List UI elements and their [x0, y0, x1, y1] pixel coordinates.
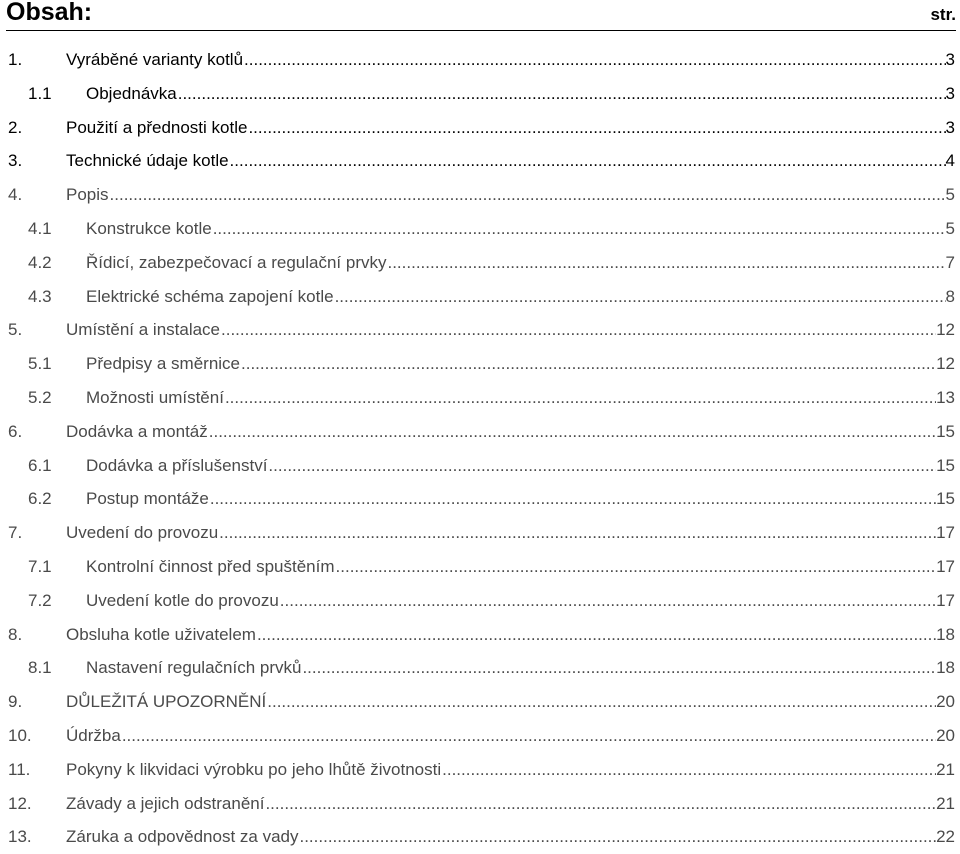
toc-entry-title[interactable]: Obsluha kotle uživatelem: [66, 624, 256, 644]
toc-entry[interactable]: [0, 285, 955, 309]
toc-entry-page: 7: [945, 252, 955, 272]
toc-entry-number: 13.: [8, 827, 32, 847]
toc-entry-page: 17: [936, 590, 955, 610]
toc-entry-number: 5.1: [28, 354, 52, 374]
toc-entry[interactable]: [0, 487, 955, 511]
toc-entry-title[interactable]: Záruka a odpovědnost za vady: [66, 827, 299, 847]
toc-entry-page: 18: [936, 624, 955, 644]
toc-entry-number: 7.2: [28, 590, 52, 610]
toc-leader-dots: [221, 318, 936, 342]
toc-entry-title[interactable]: Uvedení kotle do provozu: [86, 590, 279, 610]
toc-entry[interactable]: [0, 792, 955, 816]
toc-entry-title[interactable]: Technické údaje kotle: [66, 151, 229, 171]
toc-entry-page: 15: [936, 455, 955, 475]
toc-entry-title[interactable]: Uvedení do provozu: [66, 523, 219, 543]
toc-entry-page: 12: [936, 354, 955, 374]
toc-leader-dots: [267, 690, 936, 714]
toc-entry-page: 21: [936, 793, 955, 813]
toc-entry-number: 1.1: [28, 83, 52, 103]
toc-entry[interactable]: [0, 48, 955, 72]
toc-entry-page: 13: [936, 388, 955, 407]
toc-entry-page: 8: [945, 286, 955, 306]
toc-entry-title[interactable]: Možnosti umístění: [86, 388, 224, 407]
toc-entry-title[interactable]: Nastavení regulačních prvků: [86, 658, 302, 678]
toc-leader-dots: [335, 285, 946, 309]
toc-entry-page: 3: [945, 117, 955, 137]
toc-leader-dots: [219, 521, 936, 545]
toc-entry[interactable]: [0, 454, 955, 478]
toc-entry[interactable]: [0, 623, 955, 647]
page-column-label: str.: [930, 5, 956, 24]
toc-leader-dots: [268, 454, 936, 478]
toc-entry-page: 15: [936, 489, 955, 509]
toc-entry[interactable]: [0, 420, 955, 444]
toc-entry-number: 6.: [8, 421, 23, 441]
toc-entry[interactable]: [0, 555, 955, 579]
toc-entry-page: 20: [936, 726, 955, 745]
toc-entry[interactable]: [0, 217, 955, 241]
toc-entry-title[interactable]: Postup montáže: [86, 489, 209, 509]
toc-entry-page: 3: [945, 50, 955, 69]
toc-entry-title[interactable]: Pokyny k likvidaci výrobku po jeho lhůtě životnosti: [66, 759, 442, 779]
toc-entry[interactable]: [0, 386, 955, 410]
toc-entry[interactable]: [0, 183, 955, 207]
toc-entry-page: 3: [945, 83, 955, 103]
toc-leader-dots: [257, 623, 936, 647]
toc-entry-number: 4.2: [28, 252, 52, 272]
toc-entry-page: 12: [936, 320, 955, 340]
toc-entry-title[interactable]: Popis: [66, 185, 109, 205]
toc-entry-page: 5: [945, 219, 955, 238]
toc-entry[interactable]: [0, 690, 955, 714]
toc-leader-dots: [336, 555, 937, 579]
header-divider: [6, 30, 956, 31]
toc-entry-number: 4.: [8, 185, 23, 205]
toc-entry-number: 7.: [8, 523, 23, 543]
toc-leader-dots: [210, 487, 936, 511]
toc-entry-number: 7.1: [28, 557, 52, 576]
toc-entry-page: 5: [945, 185, 955, 205]
toc-leader-dots: [110, 183, 946, 207]
toc-entry-title[interactable]: Řídicí, zabezpečovací a regulační prvky: [86, 252, 387, 272]
toc-entry-title[interactable]: DŮLEŽITÁ UPOZORNĚNÍ: [66, 692, 267, 712]
toc-entry[interactable]: [0, 825, 955, 849]
toc-leader-dots: [248, 116, 945, 140]
toc-leader-dots: [387, 251, 945, 275]
toc-leader-dots: [213, 217, 946, 241]
toc-entry-number: 9.: [8, 692, 23, 712]
toc-entry-title[interactable]: Elektrické schéma zapojení kotle: [86, 286, 334, 306]
toc-entry[interactable]: [0, 758, 955, 782]
toc-entry-title[interactable]: Objednávka: [86, 83, 177, 103]
toc-leader-dots: [230, 149, 946, 173]
toc-entry[interactable]: [0, 589, 955, 613]
toc-header: [6, 0, 956, 32]
toc-entry-number: 6.1: [28, 455, 52, 475]
toc-entry[interactable]: [0, 251, 955, 275]
toc-entry-page: 4: [945, 151, 955, 171]
toc-entry-title[interactable]: Předpisy a směrnice: [86, 354, 241, 374]
toc-entry-number: 4.3: [28, 286, 52, 306]
toc-entry-number: 2.: [8, 117, 23, 137]
toc-entry-page: 22: [936, 827, 955, 847]
toc-entry[interactable]: [0, 724, 955, 748]
toc-entry-page: 15: [936, 421, 955, 441]
toc-leader-dots: [178, 82, 946, 106]
toc-entry-title[interactable]: Umístění a instalace: [66, 320, 221, 340]
toc-entry-title[interactable]: Konstrukce kotle: [86, 219, 212, 238]
toc-leader-dots: [241, 352, 936, 376]
toc-entry-number: 8.: [8, 624, 23, 644]
toc-entry[interactable]: [0, 149, 955, 173]
toc-entry-page: 17: [936, 557, 955, 576]
toc-entry-number: 1.: [8, 50, 23, 69]
toc-leader-dots: [442, 758, 936, 782]
toc-leader-dots: [122, 724, 936, 748]
toc-leader-dots: [265, 792, 936, 816]
toc-entry[interactable]: [0, 656, 955, 680]
toc-leader-dots: [299, 825, 936, 849]
toc-entry-number: 5.: [8, 320, 23, 340]
toc-entry-number: 12.: [8, 793, 32, 813]
toc-entry-title[interactable]: Vyráběné varianty kotlů: [66, 50, 244, 69]
toc-entry-number: 4.1: [28, 219, 52, 238]
toc-entry-number: 6.2: [28, 489, 52, 509]
toc-leader-dots: [209, 420, 936, 444]
toc-entry-page: 17: [936, 523, 955, 543]
toc-entry[interactable]: [0, 521, 955, 545]
toc-entry[interactable]: [0, 116, 955, 140]
toc-entry-title[interactable]: Závady a jejich odstranění: [66, 793, 265, 813]
page-title: Obsah:: [6, 0, 93, 26]
toc-entry-number: 10.: [8, 726, 32, 745]
toc-entry-page: 21: [936, 759, 955, 779]
toc-entry[interactable]: [0, 352, 955, 376]
toc-leader-dots: [280, 589, 936, 613]
toc-leader-dots: [225, 386, 936, 410]
toc-entry[interactable]: [0, 82, 955, 106]
toc-entry-number: 8.1: [28, 658, 52, 678]
toc-entry-page: 18: [936, 658, 955, 678]
toc-leader-dots: [244, 48, 946, 72]
toc-leader-dots: [302, 656, 936, 680]
toc-entry-title[interactable]: Údržba: [66, 726, 121, 745]
toc-entry-title[interactable]: Dodávka a montáž: [66, 421, 208, 441]
toc-entry-title[interactable]: Kontrolní činnost před spuštěním: [86, 557, 335, 576]
toc-entry[interactable]: [0, 318, 955, 342]
toc-entry-number: 5.2: [28, 388, 52, 407]
toc-entry-number: 11.: [8, 759, 31, 779]
toc-entry-number: 3.: [8, 151, 23, 171]
toc-entry-title[interactable]: Použití a přednosti kotle: [66, 117, 248, 137]
toc-entry-title[interactable]: Dodávka a příslušenství: [86, 455, 268, 475]
toc-entry-page: 20: [936, 692, 955, 712]
